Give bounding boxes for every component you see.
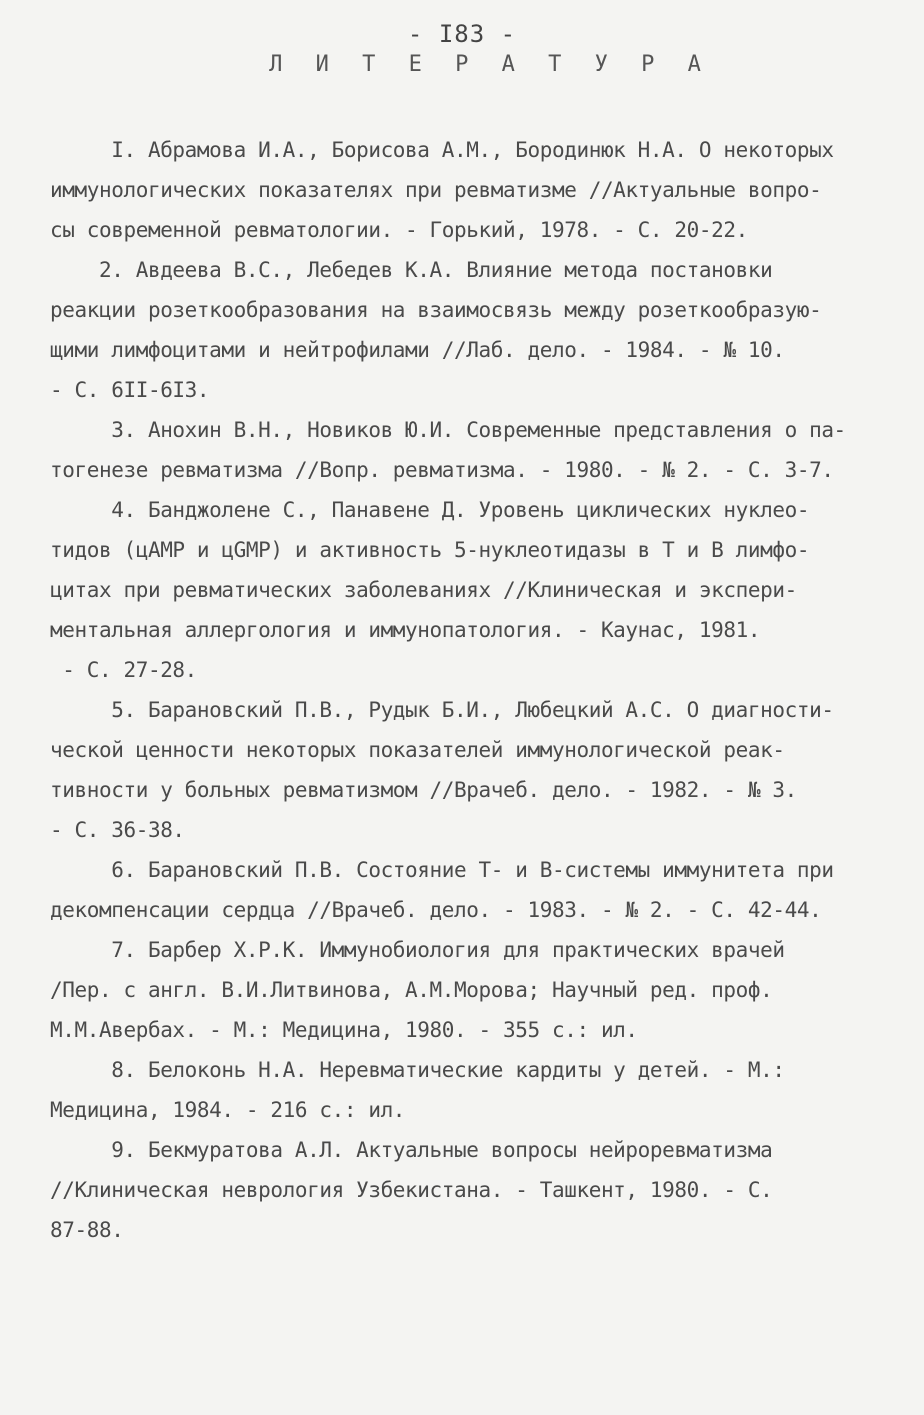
reference-item	[50, 490, 870, 690]
reference-item	[50, 250, 870, 410]
reference-line: реакции розеткообразования на взаимосвязь между розеткообразую-	[50, 298, 822, 322]
reference-list	[50, 130, 870, 1250]
reference-line: 6. Барановский П.В. Состояние Т- и В-системы иммунитета при	[50, 858, 834, 882]
reference-item	[50, 1050, 870, 1130]
reference-line: 3. Анохин В.Н., Новиков Ю.И. Современные представления о па-	[50, 418, 846, 442]
reference-line: 5. Барановский П.В., Рудык Б.И., Любецкий А.С. О диагности-	[50, 698, 834, 722]
reference-line: сы современной ревматологии. - Горький, 1978. - С. 20-22.	[50, 218, 748, 242]
reference-line: М.М.Авербах. - М.: Медицина, 1980. - 355 с.: ил.	[50, 1018, 638, 1042]
reference-line: Медицина, 1984. - 216 с.: ил.	[50, 1098, 406, 1122]
reference-line: цитах при ревматических заболеваниях //Клиническая и экспери-	[50, 578, 797, 602]
reference-item	[50, 410, 870, 490]
reference-line: //Клиническая неврология Узбекистана. - Ташкент, 1980. - С.	[50, 1178, 773, 1202]
reference-line: 7. Барбер Х.Р.К. Иммунобиология для практических врачей	[50, 938, 785, 962]
reference-line: 9. Бекмуратова А.Л. Актуальные вопросы нейроревматизма	[50, 1138, 773, 1162]
reference-line: тидов (цАМР и цGMP) и активность 5-нуклеотидазы в Т и В лимфо-	[50, 538, 810, 562]
reference-line: щими лимфоцитами и нейтрофилами //Лаб. дело. - 1984. - № 10.	[50, 338, 785, 362]
reference-line: ческой ценности некоторых показателей иммунологической реак-	[50, 738, 785, 762]
reference-line: ментальная аллергология и иммунопатология. - Каунас, 1981.	[50, 618, 761, 642]
reference-line: 8. Белоконь Н.А. Неревматические кардиты у детей. - М.:	[50, 1058, 785, 1082]
page-number: - I83 -	[407, 20, 517, 48]
reference-line: тогенезе ревматизма //Вопр. ревматизма. - 1980. - № 2. - С. 3-7.	[50, 458, 834, 482]
reference-line: тивности у больных ревматизмом //Врачеб. дело. - 1982. - № 3.	[50, 778, 797, 802]
reference-line: декомпенсации сердца //Врачеб. дело. - 1983. - № 2. - С. 42-44.	[50, 898, 822, 922]
reference-line: - С. 36-38.	[50, 818, 185, 842]
reference-item	[50, 930, 870, 1050]
reference-line: - С. 6II-6I3.	[50, 378, 210, 402]
reference-line: 87-88.	[50, 1218, 124, 1242]
reference-line: 2. Авдеева В.С., Лебедев К.А. Влияние метода постановки	[50, 258, 773, 282]
reference-line: I. Абрамова И.А., Борисова А.М., Бородинюк Н.А. О некоторых	[50, 138, 834, 162]
reference-line: 4. Банджолене С., Панавене Д. Уровень циклических нуклео-	[50, 498, 810, 522]
reference-line: /Пер. с англ. В.И.Литвинова, А.М.Морова; Научный ред. проф.	[50, 978, 773, 1002]
reference-line: иммунологических показателях при ревматизме //Актуальные вопро-	[50, 178, 822, 202]
reference-item	[50, 1130, 870, 1250]
section-heading: Л И Т Е Р А Т У Р А	[269, 52, 711, 77]
reference-line: - С. 27-28.	[50, 658, 197, 682]
reference-item	[50, 690, 870, 850]
reference-item	[50, 130, 870, 250]
reference-item	[50, 850, 870, 930]
